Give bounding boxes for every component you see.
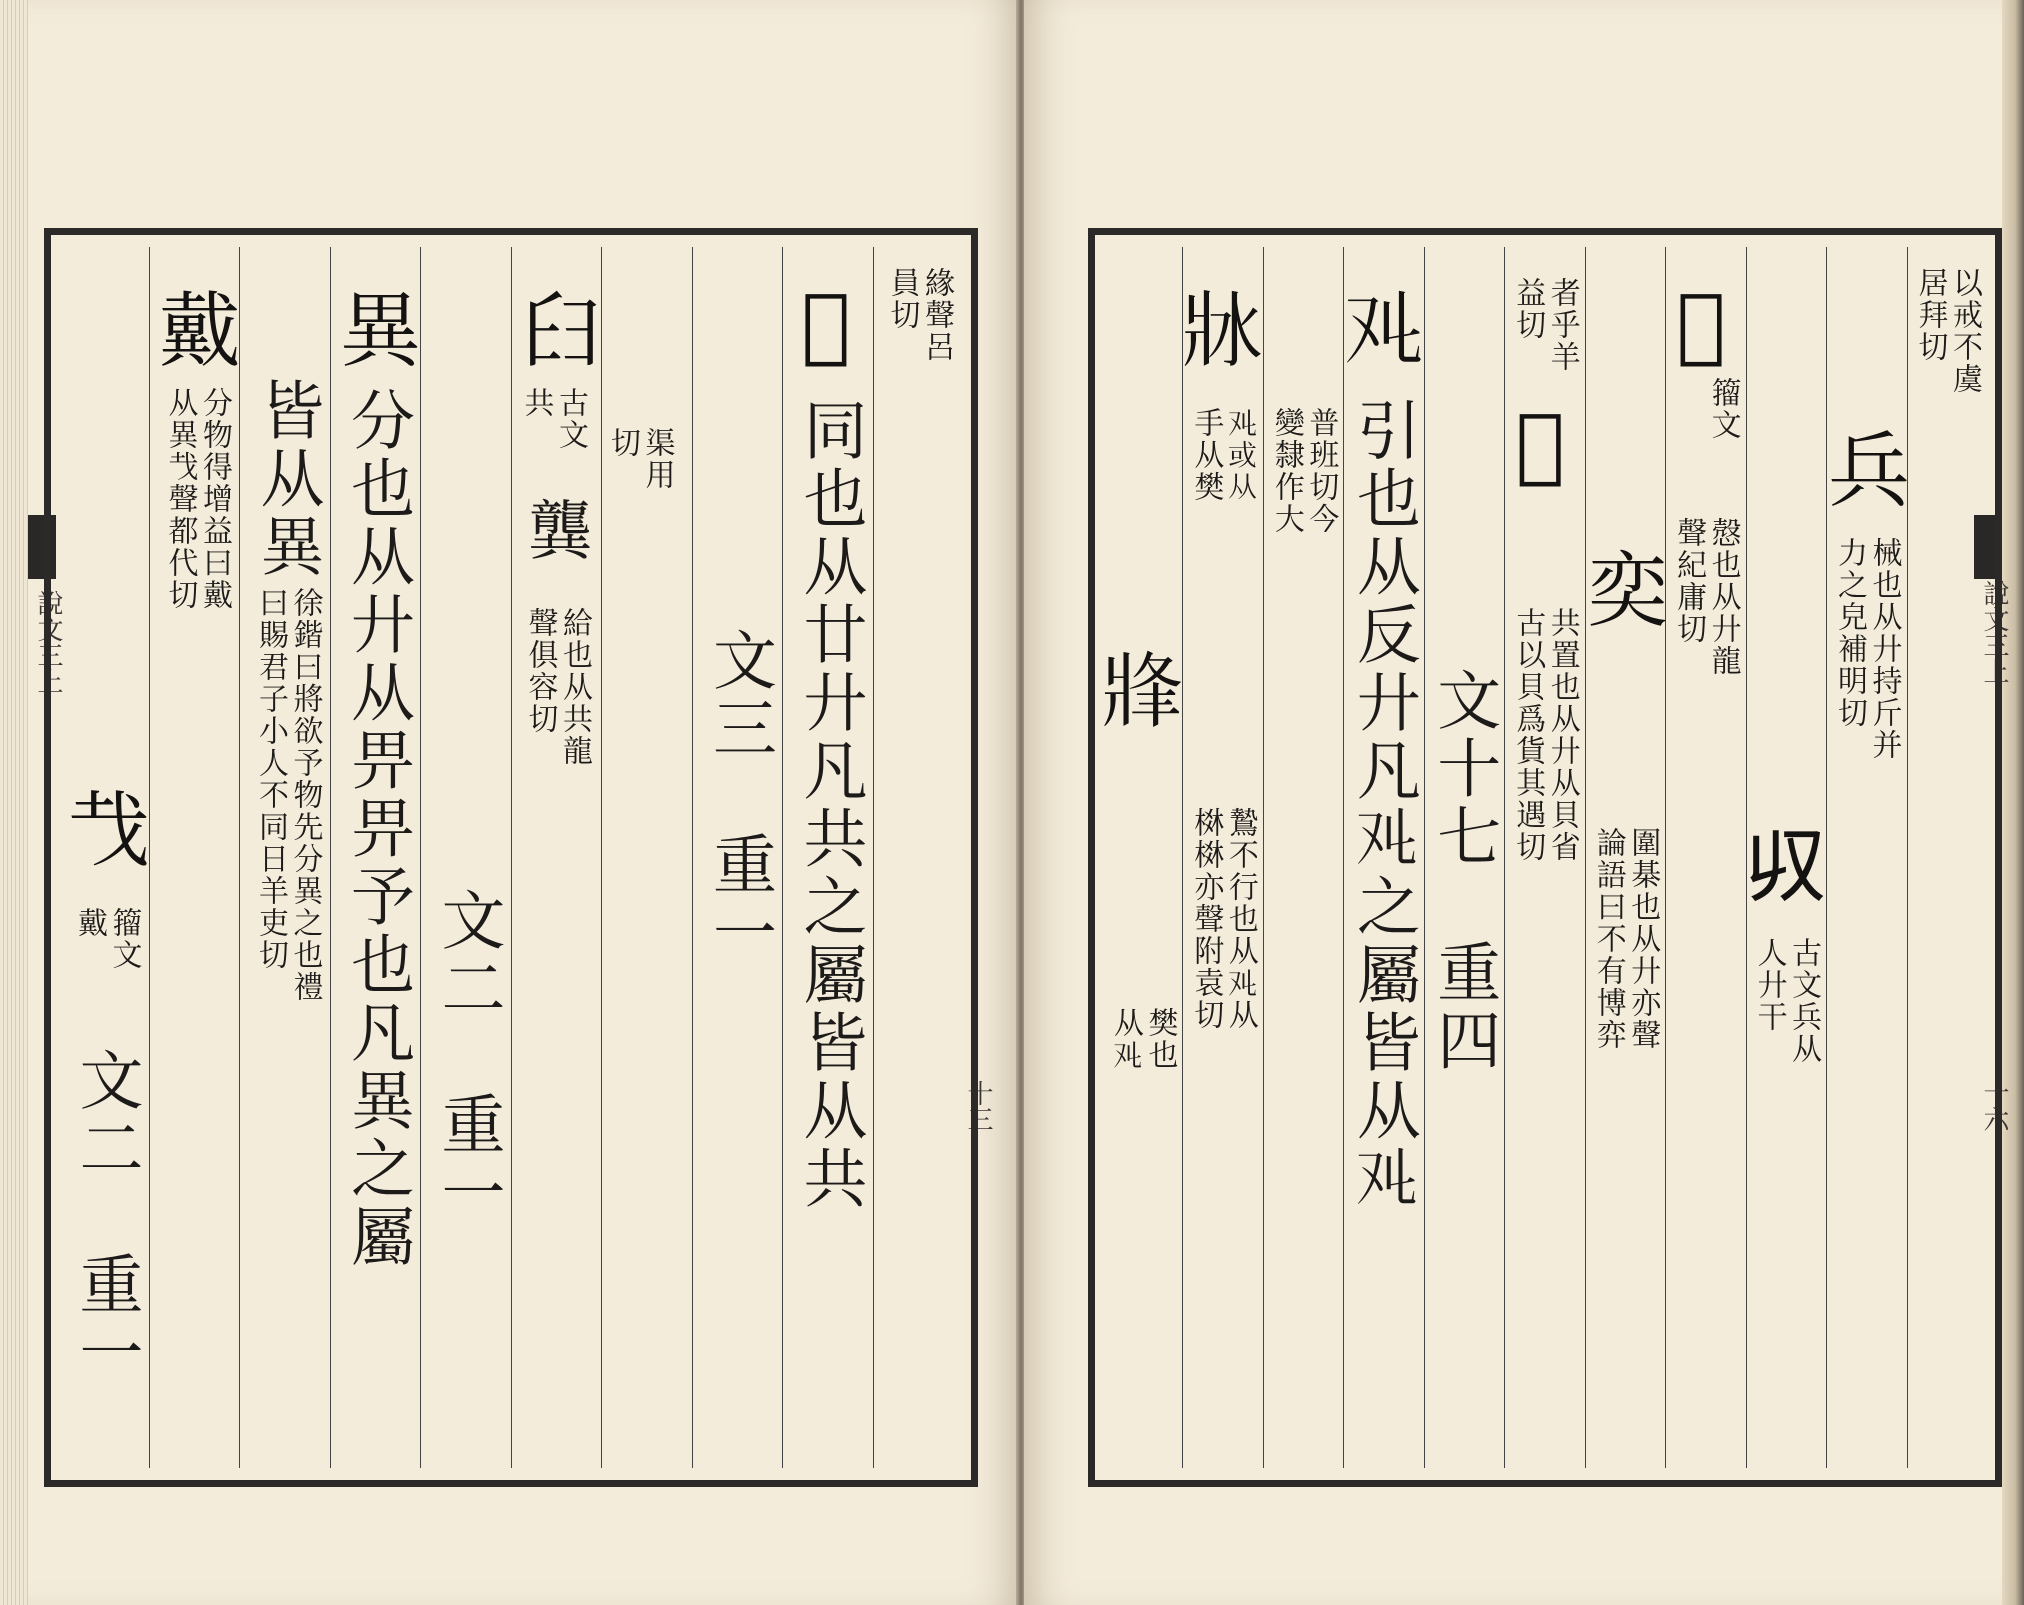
column <box>239 247 330 1468</box>
column <box>1170 247 1266 1468</box>
column <box>507 247 602 1468</box>
column-main-text: 分也从廾从畀畀予也凡異之屬 <box>340 387 414 1271</box>
column-main-text: 引也从反廾凡𠬜之屬皆从𠬜 <box>1345 397 1420 1213</box>
column-small-after: 給也从共龍 聲俱容切 <box>522 607 592 767</box>
seal-glyph: 𠬞 <box>1734 827 1830 909</box>
column-small-top: 古文 共 <box>518 387 588 451</box>
column <box>1492 247 1588 1468</box>
left-text-frame <box>44 228 978 1487</box>
column-main-text: 同也从廿廾凡共之屬皆从共 <box>792 397 867 1213</box>
right-folio: 十六 <box>1979 1080 2009 1132</box>
column-small-after: 共置也从廾从貝省 古以貝爲貨其遇切 <box>1510 607 1580 863</box>
column <box>692 247 783 1468</box>
column <box>1331 247 1427 1468</box>
seal-glyph: 兵 <box>1814 427 1910 509</box>
seal-glyph: 異 <box>326 287 421 369</box>
column <box>1263 247 1343 1468</box>
seal-glyph: 𦥑 <box>507 287 602 369</box>
column <box>54 247 150 1468</box>
column-small-top: 渠用 切 <box>605 427 675 491</box>
column-small-after: 徐鍇曰將欲予物先分異之也禮 曰賜君子小人不同日羊吏切 <box>253 587 323 1003</box>
seal-glyph: 𢍄 <box>1653 277 1749 372</box>
column-main-text: 文二 重一 <box>68 1047 143 1387</box>
column-small-after: 鷙不行也从𠬜从 棥棥亦聲附袁切 <box>1188 807 1258 1031</box>
column-small-top: 𠬜或从 手从樊 <box>1188 407 1258 503</box>
book-edge-left <box>0 0 28 1605</box>
column <box>1653 247 1749 1468</box>
column-small-after: 古文兵从 人廾干 <box>1751 937 1822 1065</box>
seal-glyph: 戴 <box>145 287 240 369</box>
column-main-text: 文二 重一 <box>430 887 505 1227</box>
column-small-top: 籀文 <box>1705 377 1741 441</box>
column <box>1907 247 1987 1468</box>
seal-glyph: 𢍋 <box>1492 397 1588 492</box>
column-main-text: 龔 <box>517 497 591 565</box>
column <box>1424 247 1504 1468</box>
right-margin-title: 說文三上 <box>1979 580 2009 684</box>
column <box>1573 247 1669 1468</box>
column <box>1734 247 1830 1468</box>
column-small-after: 籀文 戴 <box>72 907 142 971</box>
column-main-text: 文三 重一 <box>702 627 776 967</box>
column <box>601 247 692 1468</box>
column-main-text: 皆从異 <box>249 377 324 581</box>
column <box>1814 247 1910 1468</box>
column <box>326 247 421 1468</box>
column-small-after: 樊也 从𠬜 <box>1107 1007 1178 1071</box>
column-small-top: 以戒不虞 居拜切 <box>1912 267 1982 395</box>
book-edge-right <box>2002 0 2024 1605</box>
column-small-after: 分物得增益曰戴 从異𢦏聲都代切 <box>162 387 232 611</box>
column-small-top: 緣聲呂 員切 <box>884 267 954 363</box>
seal-glyph: 𢦏 <box>54 787 150 869</box>
column-small-after: 圍棊也从廾亦聲 論語曰不有博弈 <box>1590 827 1661 1051</box>
column-small-after: 械也从廾持斤并 力之皃補明切 <box>1832 537 1902 761</box>
right-text-frame <box>1088 228 2002 1487</box>
left-folio: 十三 <box>963 1080 993 1132</box>
seal-glyph: 𤕯 <box>1170 287 1266 369</box>
column <box>778 247 874 1468</box>
left-margin-title: 說文三上 <box>33 590 63 694</box>
column <box>420 247 511 1468</box>
column <box>1090 247 1186 1468</box>
seal-glyph: 𠬜 <box>1331 287 1427 369</box>
seal-glyph: 奕 <box>1573 547 1669 629</box>
seal-glyph: 𤖀 <box>1090 647 1186 729</box>
column-small-top: 者乎羊 益切 <box>1510 277 1580 373</box>
column-main-text: 文十七 重四 <box>1426 667 1501 1075</box>
seal-glyph: 𢍓 <box>778 277 874 372</box>
column <box>873 247 964 1468</box>
column-small-after: 慤也从廾龍 聲紀庸切 <box>1671 517 1741 677</box>
column-small-top: 普班切今 變隸作大 <box>1268 407 1339 535</box>
column <box>145 247 240 1468</box>
